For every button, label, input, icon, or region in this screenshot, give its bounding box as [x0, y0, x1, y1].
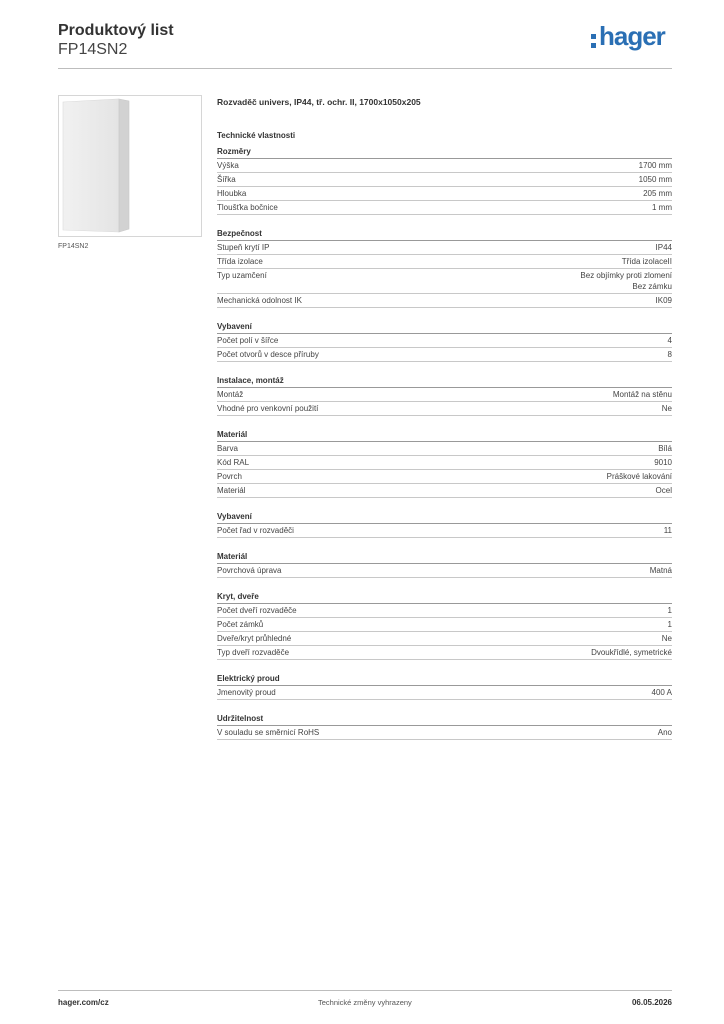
property-label: Šířka [217, 175, 236, 184]
property-value: Montáž na stěnu [612, 390, 672, 399]
property-row [217, 269, 672, 294]
property-value: IP44 [655, 243, 672, 252]
property-label: Počet zámků [217, 620, 264, 629]
group-title: Bezpečnost [217, 228, 672, 241]
property-row [217, 646, 672, 660]
property-row [217, 456, 672, 470]
property-row [217, 726, 672, 740]
group-title: Elektrický proud [217, 673, 672, 686]
hager-logo [590, 21, 672, 54]
property-group [217, 375, 672, 416]
group-title: Vybavení [217, 321, 672, 334]
property-label: Barva [217, 444, 238, 453]
property-label: V souladu se směrnicí RoHS [217, 728, 320, 737]
group-title: Instalace, montáž [217, 375, 672, 388]
group-title: Udržitelnost [217, 713, 672, 726]
property-label: Stupeň krytí IP [217, 243, 270, 252]
property-label: Počet polí v šířce [217, 336, 279, 345]
footer-note: Technické změny vyhrazeny [318, 998, 412, 1007]
logo-dot-icon [591, 43, 596, 48]
property-label: Hloubka [217, 189, 247, 198]
property-group [217, 228, 672, 308]
property-value: IK09 [655, 296, 672, 305]
property-value: 1 [667, 620, 672, 629]
property-label: Kód RAL [217, 458, 250, 467]
property-value: 11 [663, 526, 672, 535]
product-image [58, 95, 202, 237]
property-label: Počet dveří rozvaděče [217, 606, 297, 615]
property-row [217, 334, 672, 348]
footer-divider [58, 990, 672, 991]
property-value: Ocel [655, 486, 672, 495]
property-value: Práškové lakování [606, 472, 672, 481]
product-description: Rozvaděč univers, IP44, tř. ochr. II, 1700x1050x205 [217, 97, 421, 107]
logo-text: hager [599, 21, 665, 51]
property-group [217, 146, 672, 215]
property-value: 1050 mm [638, 175, 672, 184]
property-label: Jmenovitý proud [217, 688, 276, 697]
properties-heading: Technické vlastnosti [217, 131, 296, 140]
property-row [217, 632, 672, 646]
property-label: Dveře/kryt průhledné [217, 634, 292, 643]
property-row [217, 201, 672, 215]
property-row [217, 348, 672, 362]
property-group [217, 591, 672, 660]
property-row [217, 388, 672, 402]
property-row [217, 294, 672, 308]
property-label: Povrch [217, 472, 242, 481]
property-label: Třída izolace [217, 257, 263, 266]
property-value: Ne [661, 404, 672, 413]
property-value: 4 [667, 336, 672, 345]
group-title: Materiál [217, 551, 672, 564]
property-label: Počet otvorů v desce příruby [217, 350, 319, 359]
property-group [217, 673, 672, 700]
property-group [217, 321, 672, 362]
product-details [217, 96, 672, 740]
property-value: Matná [649, 566, 672, 575]
property-label: Vhodné pro venkovní použití [217, 404, 319, 413]
property-row [217, 564, 672, 578]
property-group [217, 511, 672, 538]
property-row [217, 442, 672, 456]
group-title: Vybavení [217, 511, 672, 524]
product-code: FP14SN2 [58, 41, 128, 58]
property-label: Mechanická odolnost IK [217, 296, 302, 305]
property-value: Dvoukřídlé, symetrické [591, 648, 672, 657]
property-row [217, 524, 672, 538]
group-title: Rozměry [217, 146, 672, 159]
property-value: Třída izolaceII [621, 257, 672, 266]
property-row [217, 241, 672, 255]
document-title: Produktový list [58, 22, 174, 39]
property-value: 1 mm [652, 203, 672, 212]
property-label: Montáž [217, 390, 244, 399]
property-value: 9010 [654, 458, 672, 467]
property-row [217, 686, 672, 700]
property-label: Tloušťka bočnice [217, 203, 278, 212]
enclosure-picture [59, 96, 201, 236]
header-divider [58, 68, 672, 69]
property-value: 1700 mm [638, 161, 672, 170]
property-label: Počet řad v rozvaděči [217, 526, 294, 535]
property-row [217, 187, 672, 201]
property-row [217, 484, 672, 498]
property-row [217, 604, 672, 618]
property-label: Výška [217, 161, 239, 170]
image-caption: FP14SN2 [58, 243, 89, 250]
property-value: Bez objímky proti zlomení Bez zámku [580, 271, 672, 291]
property-row [217, 255, 672, 269]
group-title: Kryt, dveře [217, 591, 672, 604]
property-row [217, 402, 672, 416]
property-value: Ne [661, 634, 672, 643]
property-group [217, 713, 672, 740]
property-value: Bílá [658, 444, 672, 453]
property-group [217, 429, 672, 498]
property-row [217, 159, 672, 173]
property-label: Povrchová úprava [217, 566, 282, 575]
property-value: 8 [667, 350, 672, 359]
property-label: Typ dveří rozvaděče [217, 648, 290, 657]
property-value: 400 A [651, 688, 672, 697]
footer-date: 06.05.2026 [631, 998, 672, 1007]
property-row [217, 470, 672, 484]
property-value: 205 mm [643, 189, 672, 198]
footer-website: hager.com/cz [58, 998, 109, 1007]
page-header [58, 20, 672, 70]
logo-dot-icon [591, 34, 596, 39]
property-value: Ano [657, 728, 672, 737]
property-label: Materiál [217, 486, 246, 495]
property-label: Typ uzamčení [217, 271, 267, 280]
group-title: Materiál [217, 429, 672, 442]
property-groups [217, 146, 672, 740]
property-row [217, 618, 672, 632]
property-group [217, 551, 672, 578]
property-value: 1 [667, 606, 672, 615]
property-row [217, 173, 672, 187]
